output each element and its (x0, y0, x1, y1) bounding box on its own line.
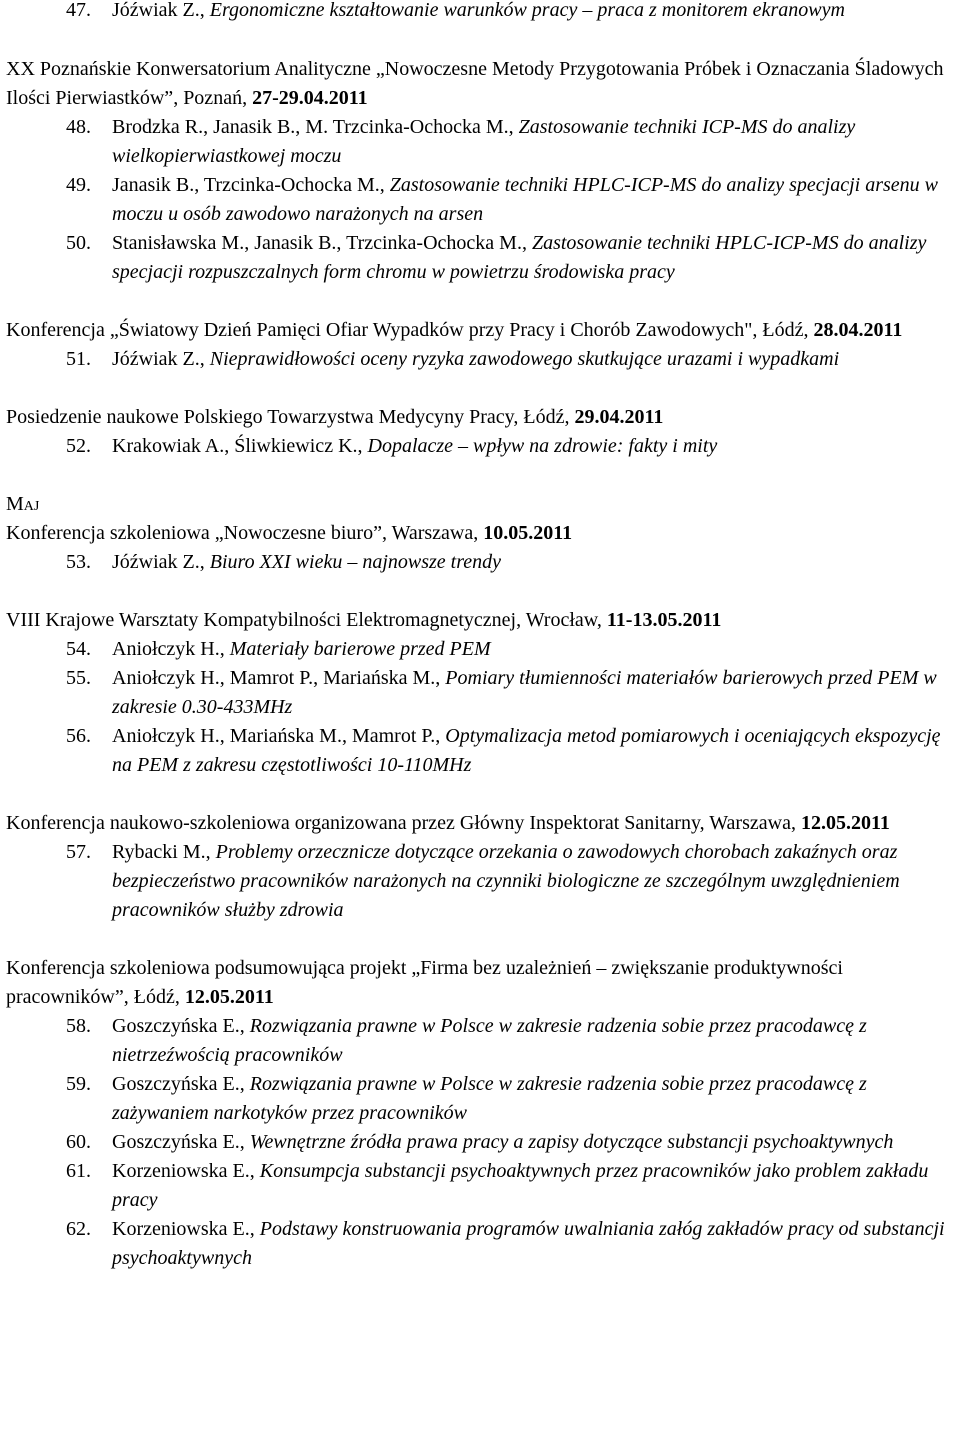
entry-number: 61. (66, 1160, 91, 1182)
entry-title: Zastosowanie techniki HPLC-ICP-MS do analizy specjacji arsenu w moczu u osób zawodowo narażonych na arsen (112, 174, 939, 225)
entry-number: 54. (66, 638, 91, 660)
entry-number: 56. (66, 725, 91, 747)
publication-list (6, 345, 956, 374)
entry-title: Problemy orzecznicze dotyczące orzekania o zawodowych chorobach zakaźnych oraz bezpieczeństwo pracowników narażonych na czynniki biologiczne ze szczególnym uwzględnieniem pracowników służby zdrowia (112, 841, 900, 921)
conference-heading (6, 519, 956, 548)
entry-authors: Jóźwiak Z. (112, 0, 200, 21)
entry-authors: Korzeniowska E. (112, 1160, 250, 1182)
entry-title: Pomiary tłumienności materiałów barierowych przed PEM w zakresie 0.30-433MHz (112, 667, 937, 718)
entry-number: 60. (66, 1131, 91, 1153)
entry-title: Optymalizacja metod pomiarowych i oceniających ekspozycję na PEM z zakresu częstotliwości 10-110MHz (112, 725, 941, 776)
entry-number: 47. (66, 0, 91, 21)
conference-name: XX Poznańskie Konwersatorium Analityczne „Nowoczesne Metody Przygotowania Próbek i Oznaczania Śladowych Ilości Pierwiastków”, Poznań, (6, 58, 944, 109)
entry-number: 52. (66, 435, 91, 457)
conference-name: Konferencja naukowo-szkoleniowa organizowana przez Główny Inspektorat Sanitarny, Warszawa, (6, 812, 801, 834)
entry-title: Materiały barierowe przed PEM (229, 638, 491, 660)
entry-authors: Jóźwiak Z. (112, 551, 200, 573)
entry-number: 55. (66, 667, 91, 689)
conference-heading (6, 954, 956, 1012)
entry-authors: Aniołczyk H. (112, 638, 220, 660)
conference-name: Konferencja szkoleniowa „Nowoczesne biuro”, Warszawa, (6, 522, 484, 544)
publication-entry: 50. Stanisławska M., Janasik B., Trzcinka-Ochocka M., Zastosowanie techniki HPLC-ICP-MS do analizy specjacji rozpuszczalnych form chromu w powietrzu środowiska pracy (6, 229, 956, 287)
entry-title: Wewnętrzne źródła prawa pracy a zapisy dotyczące substancji psychoaktywnych (249, 1131, 894, 1153)
publication-entry: 60. Goszczyńska E., Wewnętrzne źródła prawa pracy a zapisy dotyczące substancji psychoaktywnych (6, 1128, 956, 1157)
entry-title: Ergonomiczne kształtowanie warunków pracy – praca z monitorem ekranowym (209, 0, 845, 21)
entry-number: 57. (66, 841, 91, 863)
conference-date: 12.05.2011 (800, 812, 890, 834)
entry-authors: Goszczyńska E. (112, 1015, 240, 1037)
document-page (6, 0, 956, 1273)
entry-title: Biuro XXI wieku – najnowsze trendy (209, 551, 502, 573)
publication-entry: 57. Rybacki M., Problemy orzecznicze dotyczące orzekania o zawodowych chorobach zakaźnych oraz bezpieczeństwo pracowników narażonych na czynniki biologiczne ze szczególnym uwzględnieniem pracowników służby zdrowia (6, 838, 956, 925)
entry-number: 49. (66, 174, 91, 196)
entry-title: Podstawy konstruowania programów uwalniania załóg zakładów pracy od substancji psychoaktywnych (112, 1218, 945, 1269)
publication-entry: 51. Jóźwiak Z., Nieprawidłowości oceny ryzyka zawodowego skutkujące urazami i wypadkami (6, 345, 956, 374)
entry-authors: Rybacki M. (112, 841, 206, 863)
publication-entry: 58. Goszczyńska E., Rozwiązania prawne w Polsce w zakresie radzenia sobie przez pracodawcę z nietrzeźwością pracowników (6, 1012, 956, 1070)
entry-title: Nieprawidłowości oceny ryzyka zawodowego skutkujące urazami i wypadkami (209, 348, 840, 370)
entry-authors: Brodzka R., Janasik B., M. Trzcinka-Ochocka M. (112, 116, 509, 138)
entry-number: 53. (66, 551, 91, 573)
conference-date: 27-29.04.2011 (252, 87, 368, 109)
publication-entry: 47. Jóźwiak Z., Ergonomiczne kształtowanie warunków pracy – praca z monitorem ekranowym (6, 0, 956, 25)
conference-date: 10.05.2011 (483, 522, 573, 544)
conference-date: 29.04.2011 (574, 406, 664, 428)
entry-number: 58. (66, 1015, 91, 1037)
publication-list (6, 432, 956, 461)
conference-name: Posiedzenie naukowe Polskiego Towarzystwa Medycyny Pracy, Łódź, (6, 406, 575, 428)
publication-list (6, 1012, 956, 1273)
entry-number: 59. (66, 1073, 91, 1095)
conference-heading (6, 403, 956, 432)
entry-number: 51. (66, 348, 91, 370)
conference-heading (6, 809, 956, 838)
entry-title: Dopalacze – wpływ na zdrowie: fakty i mity (367, 435, 718, 457)
publication-entry: 56. Aniołczyk H., Mariańska M., Mamrot P., Optymalizacja metod pomiarowych i oceniających ekspozycję na PEM z zakresu częstotliwości 10-110MHz (6, 722, 956, 780)
entry-authors: Aniołczyk H., Mariańska M., Mamrot P. (112, 725, 436, 747)
publication-list (6, 635, 956, 780)
publication-entry: 48. Brodzka R., Janasik B., M. Trzcinka-Ochocka M., Zastosowanie techniki ICP-MS do analizy wielkopierwiastkowej moczu (6, 113, 956, 171)
entry-title: Rozwiązania prawne w Polsce w zakresie radzenia sobie przez pracodawcę z zażywaniem narkotyków przez pracowników (112, 1073, 867, 1124)
conference-date: 11-13.05.2011 (606, 609, 722, 631)
month-heading: Maj (6, 493, 40, 515)
entry-authors: Stanisławska M., Janasik B., Trzcinka-Ochocka M. (112, 232, 522, 254)
entry-authors: Goszczyńska E. (112, 1131, 240, 1153)
entry-number: 50. (66, 232, 91, 254)
conference-heading (6, 316, 956, 345)
entry-authors: Goszczyńska E. (112, 1073, 240, 1095)
conference-name: VIII Krajowe Warsztaty Kompatybilności Elektromagnetycznej, Wrocław, (6, 609, 607, 631)
publication-entry: 61. Korzeniowska E., Konsumpcja substancji psychoaktywnych przez pracowników jako problem zakładu pracy (6, 1157, 956, 1215)
publication-list (6, 838, 956, 925)
entry-authors: Janasik B., Trzcinka-Ochocka M. (112, 174, 380, 196)
publication-list (6, 113, 956, 287)
entry-title: Zastosowanie techniki HPLC-ICP-MS do analizy specjacji rozpuszczalnych form chromu w powietrzu środowiska pracy (112, 232, 927, 283)
conference-heading (6, 606, 956, 635)
conference-name: Konferencja „Światowy Dzień Pamięci Ofiar Wypadków przy Pracy i Chorób Zawodowych", Łódź, (6, 319, 814, 341)
conference-heading (6, 55, 956, 113)
publication-entry: 62. Korzeniowska E., Podstawy konstruowania programów uwalniania załóg zakładów pracy od substancji psychoaktywnych (6, 1215, 956, 1273)
entry-number: 48. (66, 116, 91, 138)
publication-entry: 53. Jóźwiak Z., Biuro XXI wieku – najnowsze trendy (6, 548, 956, 577)
publication-entry: 52. Krakowiak A., Śliwkiewicz K., Dopalacze – wpływ na zdrowie: fakty i mity (6, 432, 956, 461)
publication-list (6, 548, 956, 577)
entry-authors: Aniołczyk H., Mamrot P., Mariańska M. (112, 667, 436, 689)
conference-date: 12.05.2011 (184, 986, 274, 1008)
conference-name: Konferencja szkoleniowa podsumowująca projekt „Firma bez uzależnień – zwiększanie produktywności pracowników”, Łódź, (6, 957, 843, 1008)
entry-authors: Jóźwiak Z. (112, 348, 200, 370)
publication-entry: 54. Aniołczyk H., Materiały barierowe przed PEM (6, 635, 956, 664)
conference-date: 28.04.2011 (813, 319, 903, 341)
entry-title: Konsumpcja substancji psychoaktywnych przez pracowników jako problem zakładu pracy (112, 1160, 929, 1211)
publication-entry: 59. Goszczyńska E., Rozwiązania prawne w Polsce w zakresie radzenia sobie przez pracodawcę z zażywaniem narkotyków przez pracowników (6, 1070, 956, 1128)
publication-list (6, 0, 956, 25)
publication-entry: 49. Janasik B., Trzcinka-Ochocka M., Zastosowanie techniki HPLC-ICP-MS do analizy specjacji arsenu w moczu u osób zawodowo narażonych na arsen (6, 171, 956, 229)
entry-title: Rozwiązania prawne w Polsce w zakresie radzenia sobie przez pracodawcę z nietrzeźwością pracowników (112, 1015, 867, 1066)
entry-authors: Krakowiak A., Śliwkiewicz K. (112, 435, 358, 457)
publication-entry: 55. Aniołczyk H., Mamrot P., Mariańska M., Pomiary tłumienności materiałów barierowych przed PEM w zakresie 0.30-433MHz (6, 664, 956, 722)
entry-title: Zastosowanie techniki ICP-MS do analizy wielkopierwiastkowej moczu (112, 116, 856, 167)
entry-authors: Korzeniowska E. (112, 1218, 250, 1240)
entry-number: 62. (66, 1218, 91, 1240)
